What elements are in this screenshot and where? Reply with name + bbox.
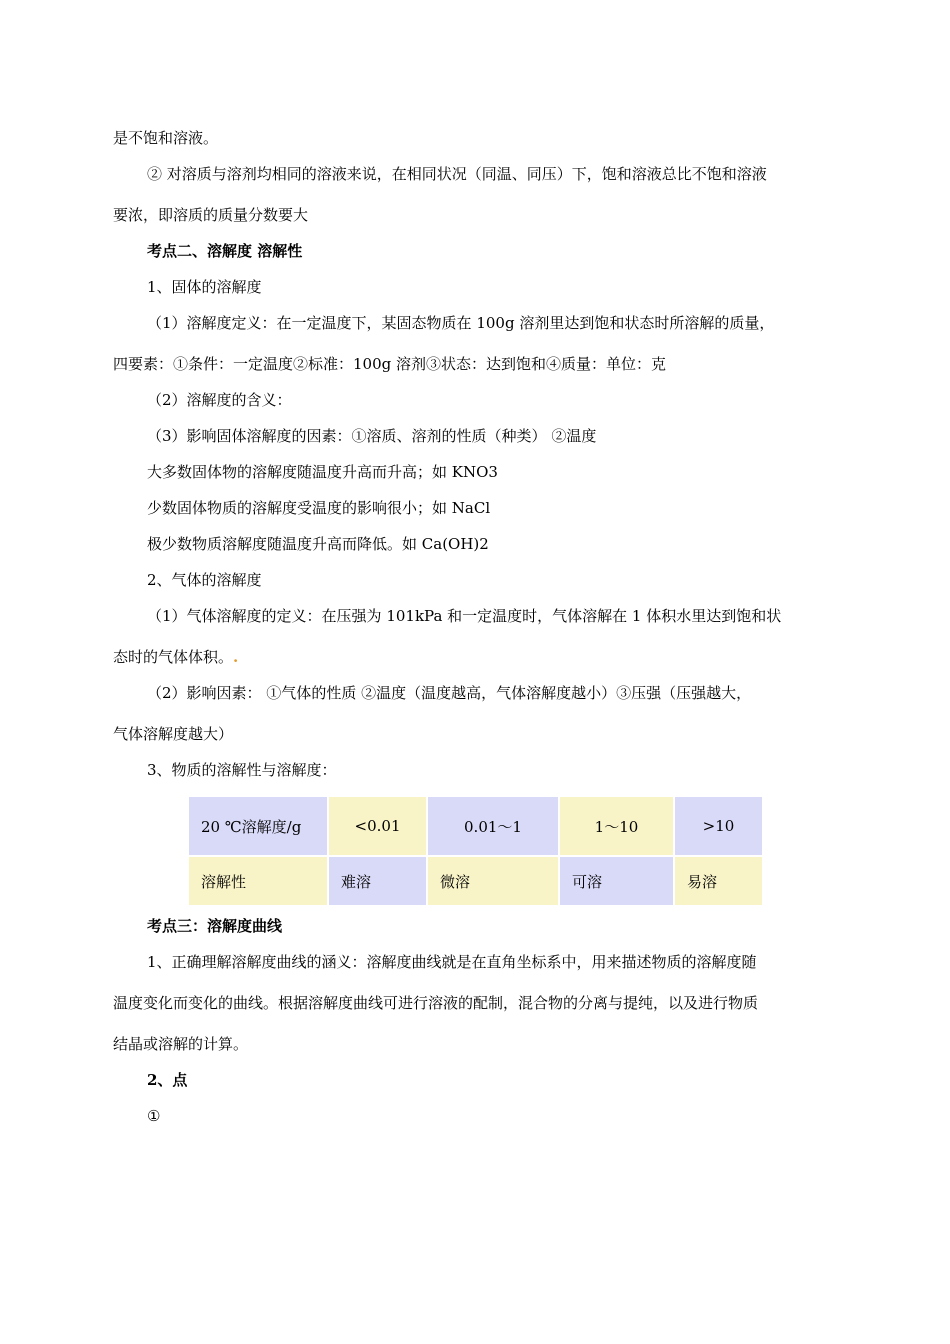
dot-mark: . [233, 648, 239, 666]
text-line: 要浓，即溶质的质量分数要大 [113, 206, 309, 224]
table-cell: 20 ℃溶解度/g [188, 796, 328, 856]
text-line: 四要素：①条件：一定温度②标准：100g 溶剂③状态：达到饱和④质量：单位：克 [113, 355, 667, 373]
text-line: 少数固体物质的溶解度受温度的影响很小；如 NaCl [147, 499, 491, 517]
text-line: 气体溶解度越大） [113, 725, 234, 743]
table-row [188, 856, 763, 906]
text-line: ① [147, 1107, 161, 1125]
text-line: 是不饱和溶液。 [113, 129, 219, 147]
section-heading: 考点二、溶解度 溶解性 [147, 242, 303, 260]
text-line: 结晶或溶解的计算。 [113, 1035, 249, 1053]
section-heading: 2、点 [147, 1071, 188, 1089]
table-cell: <0.01 [328, 796, 427, 856]
text-line: 1、固体的溶解度 [147, 278, 262, 296]
text-line: 2、气体的溶解度 [147, 571, 262, 589]
table-row [188, 796, 763, 856]
text-line: 温度变化而变化的曲线。根据溶解度曲线可进行溶液的配制，混合物的分离与提纯，以及进行物质 [113, 994, 759, 1012]
text-line: （3）影响固体溶解度的因素：①溶质、溶剂的性质（种类） ②温度 [147, 427, 597, 445]
text-line: （2）溶解度的含义： [147, 391, 292, 409]
table-cell: 1～10 [559, 796, 674, 856]
text-line: 极少数物质溶解度随温度升高而降低。如 Ca(OH)2 [147, 535, 489, 553]
text-line [113, 647, 238, 667]
table-cell: 溶解性 [188, 856, 328, 906]
text-line: 3、物质的溶解性与溶解度： [147, 761, 337, 779]
section-heading: 考点三：溶解度曲线 [147, 917, 283, 935]
table-cell: >10 [674, 796, 763, 856]
text-line: ② 对溶质与溶剂均相同的溶液来说，在相同状况（同温、同压）下，饱和溶液总比不饱和溶液 [147, 165, 767, 183]
text-line: 大多数固体物的溶解度随温度升高而升高；如 KNO3 [147, 463, 498, 481]
text-line: （1）溶解度定义：在一定温度下，某固态物质在 100g 溶剂里达到饱和状态时所溶解的质量， [147, 314, 775, 332]
text-line: （1）气体溶解度的定义：在压强为 101kPa 和一定温度时，气体溶解在 1 体积水里达到饱和状 [147, 607, 782, 625]
text-span: 态时的气体体积。 [113, 648, 234, 666]
table-cell: 0.01～1 [427, 796, 559, 856]
table-cell: 微溶 [427, 856, 559, 906]
text-line: 1、正确理解溶解度曲线的涵义：溶解度曲线就是在直角坐标系中，用来描述物质的溶解度随 [147, 953, 757, 971]
table-cell: 可溶 [559, 856, 674, 906]
solubility-table [187, 795, 764, 907]
text-line: （2）影响因素： ①气体的性质 ②温度（温度越高，气体溶解度越小）③压强（压强越大， [147, 684, 752, 702]
table-cell: 易溶 [674, 856, 763, 906]
table-cell: 难溶 [328, 856, 427, 906]
